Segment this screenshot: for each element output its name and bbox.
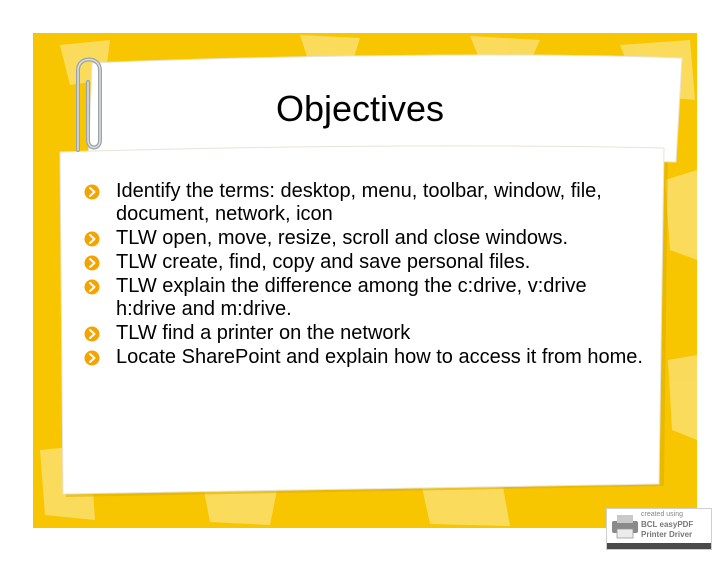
bullet-text: TLW explain the difference among the c:drive, v:drive h:drive and m:drive. [116,275,587,320]
list-item [84,251,644,274]
objectives-list [84,180,644,370]
arrow-circle-bullet-icon [84,350,100,366]
list-item [84,322,644,345]
bullet-text: Identify the terms: desktop, menu, toolbar, window, file, document, network, icon [116,180,602,225]
list-item [84,180,644,226]
slide-title: Objectives [275,88,445,129]
badge-product-type: Printer Driver [641,530,693,539]
bullet-text: Locate SharePoint and explain how to access it from home. [116,346,643,368]
arrow-circle-bullet-icon [84,231,100,247]
printer-logo-icon [610,512,640,540]
badge-product-name: BCL easyPDF [641,520,694,529]
bullet-text: TLW open, move, resize, scroll and close windows. [116,227,569,249]
arrow-circle-bullet-icon [84,255,100,271]
list-item [84,275,644,321]
list-item [84,346,644,369]
bullet-text: TLW find a printer on the network [116,322,411,344]
arrow-circle-bullet-icon [84,184,100,200]
arrow-circle-bullet-icon [84,326,100,342]
badge-footer-bar [607,543,711,549]
easypdf-watermark-badge [606,508,712,550]
bullet-text: TLW create, find, copy and save personal files. [116,251,531,273]
arrow-circle-bullet-icon [84,279,100,295]
badge-caption: created using [641,511,684,518]
list-item [84,227,644,250]
